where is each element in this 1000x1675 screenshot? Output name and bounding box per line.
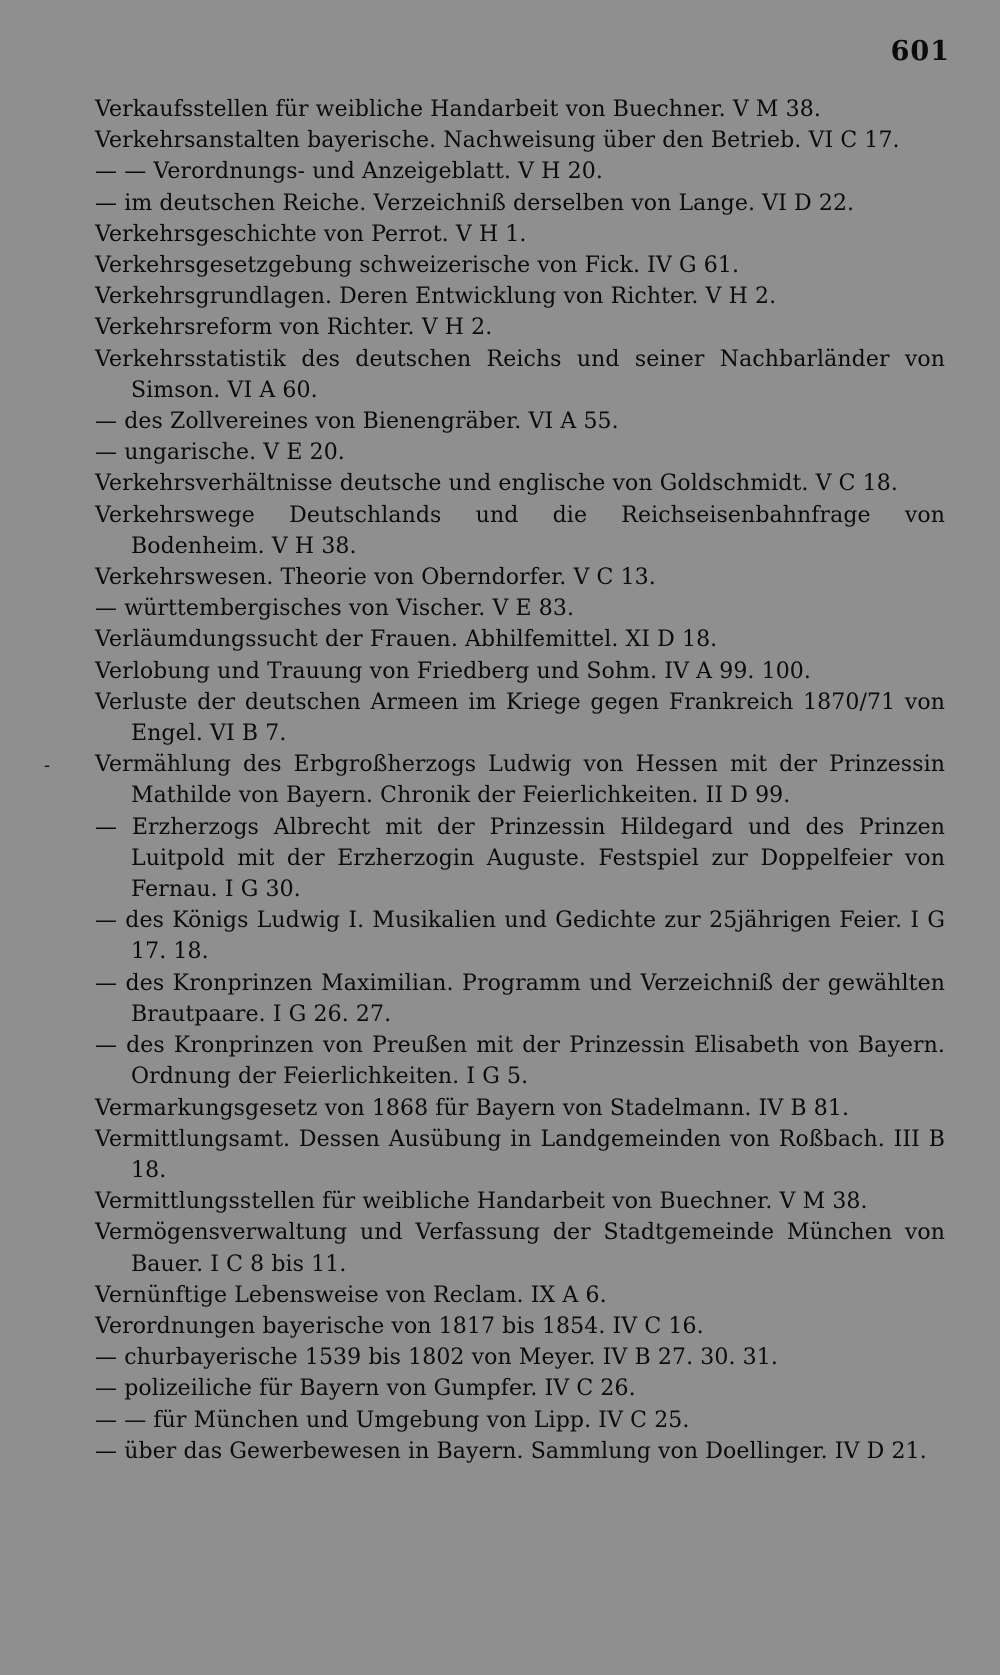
index-entry: Verläumdungssucht der Frauen. Abhilfemittel. XI D 18. (95, 627, 718, 653)
index-entry: Verordnungen bayerische von 1817 bis 1854. IV C 16. (95, 1313, 704, 1339)
index-entry: Verkaufsstellen für weibliche Handarbeit von Buechner. V M 38. (95, 97, 821, 122)
index-entry: — Erzherzogs Albrecht mit der Prinzessin Hildegard und des Prinzen Luitpold mit der Erzherzogin Auguste. Festspiel zur Doppelfeier von Fernau. I G 30. (95, 814, 945, 903)
index-entry: — des Zollvereines von Bienengräber. VI A 55. (95, 409, 619, 435)
index-entry: Verkehrsverhältnisse deutsche und englische von Goldschmidt. V C 18. (95, 471, 898, 497)
index-entry: Verkehrsstatistik des deutschen Reichs und seiner Nachbarländer von Simson. VI A 60. (95, 346, 945, 403)
index-entry: — über das Gewerbewesen in Bayern. Sammlung von Doellinger. IV D 21. (95, 1438, 927, 1464)
index-entry: Vermittlungsamt. Dessen Ausübung in Landgemeinden von Roßbach. III B 18. (95, 1126, 945, 1183)
index-entry: — im deutschen Reiche. Verzeichniß derselben von Lange. VI D 22. (95, 190, 855, 216)
index-entry: Verkehrsgesetzgebung schweizerische von Fick. IV G 61. (95, 253, 740, 279)
index-entry: Vermögensverwaltung und Verfassung der Stadtgemeinde München von Bauer. I C 8 bis 11. (95, 1220, 945, 1277)
index-entry: Verkehrsgeschichte von Perrot. V H 1. (95, 221, 527, 247)
index-entry: — des Königs Ludwig I. Musikalien und Gedichte zur 25jährigen Feier. I G 17. 18. (95, 908, 945, 965)
index-entry: — ungarische. V E 20. (95, 440, 345, 466)
page-number: 601 (890, 36, 950, 67)
index-entry: — churbayerische 1539 bis 1802 von Meyer. IV B 27. 30. 31. (95, 1345, 778, 1371)
index-entry: — polizeiliche für Bayern von Gumpfer. IV C 26. (95, 1376, 636, 1402)
index-entry: Verluste der deutschen Armeen im Kriege gegen Frankreich 1870/71 von Engel. VI B 7. (95, 689, 945, 747)
index-entry: Vermittlungsstellen für weibliche Handarbeit von Buechner. V M 38. (95, 1189, 868, 1215)
margin-mark: - (44, 755, 51, 776)
index-entry: Verlobung und Trauung von Friedberg und Sohm. IV A 99. 100. (95, 658, 812, 684)
index-entry: Vernünftige Lebensweise von Reclam. IX A 6. (95, 1282, 607, 1308)
index-entry: — des Kronprinzen Maximilian. Programm und Verzeichniß der gewählten Brautpaare. I G 26. 27. (95, 970, 945, 1027)
index-entry: Verkehrsreform von Richter. V H 2. (95, 315, 493, 341)
index-entry: Verkehrsanstalten bayerische. Nachweisung über den Betrieb. VI C 17. (95, 128, 900, 154)
index-entry: Verkehrswesen. Theorie von Oberndorfer. V C 13. (95, 565, 656, 591)
index-entry: — — Verordnungs- und Anzeigeblatt. V H 20. (95, 159, 603, 185)
index-entry: — — für München und Umgebung von Lipp. IV C 25. (95, 1407, 690, 1433)
index-entry: — des Kronprinzen von Preußen mit der Prinzessin Elisabeth von Bayern. Ordnung der Feierlichkeiten. I G 5. (95, 1033, 945, 1090)
index-entry: Vermarkungsgesetz von 1868 für Bayern von Stadelmann. IV B 81. (95, 1095, 850, 1121)
index-entry: — württembergisches von Vischer. V E 83. (95, 596, 575, 622)
index-entries (95, 94, 945, 1467)
index-entry: Verkehrswege Deutschlands und die Reichseisenbahnfrage von Bodenheim. V H 38. (95, 502, 945, 559)
index-entry: Vermählung des Erbgroßherzogs Ludwig von Hessen mit der Prinzessin Mathilde von Bayern. Chronik der Feierlichkeiten. II D 99. (95, 752, 945, 809)
index-entry: Verkehrsgrundlagen. Deren Entwicklung von Richter. V H 2. (95, 284, 777, 310)
